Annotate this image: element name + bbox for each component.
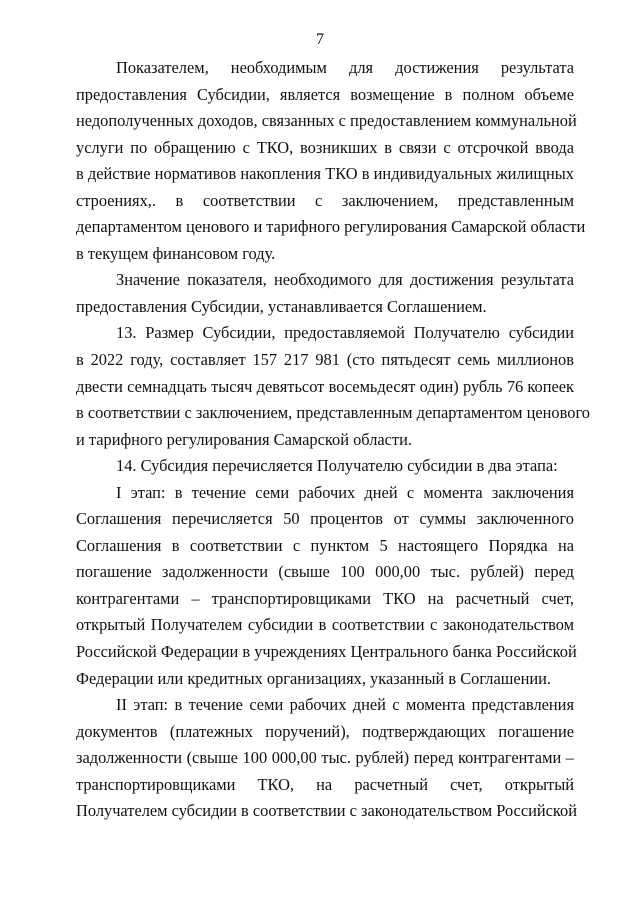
- text-line: услуги по обращению с ТКО, возникших в связи с отсрочкой ввода: [76, 137, 574, 157]
- paragraph-subsidy-stages: [76, 453, 574, 480]
- text-line: Соглашения в соответствии с пунктом 5 настоящего Порядка на: [76, 535, 574, 555]
- text-line: предоставления Субсидии, является возмещение в полном объеме: [76, 84, 574, 104]
- text-line: Значение показателя, необходимого для достижения результата: [116, 270, 574, 290]
- text-line: контрагентами – транспортировщиками ТКО на расчетный счет,: [76, 588, 574, 608]
- text-line: и тарифного регулирования Самарской области.: [76, 429, 412, 449]
- text-line: двести семнадцать тысяч девятьсот восемьдесят один) рубль 76 копеек: [76, 376, 574, 396]
- paragraph-stage-one: [76, 480, 577, 692]
- text-line: строениях,. в соответствии с заключением, представленным: [76, 190, 574, 210]
- text-line: недополученных доходов, связанных с предоставлением коммунальной: [76, 111, 577, 131]
- document-body: [76, 55, 590, 825]
- text-line: документов (платежных поручений), подтверждающих погашение: [76, 721, 574, 741]
- text-line: транспортировщиками ТКО, на расчетный счет, открытый: [76, 774, 574, 794]
- text-line: Российской Федерации в учреждениях Центрального банка Российской: [76, 642, 577, 662]
- text-line: в действие нормативов накопления ТКО в индивидуальных жилищных: [76, 164, 574, 184]
- text-line: Соглашения перечисляется 50 процентов от суммы заключенного: [76, 509, 574, 529]
- paragraph-subsidy-amount: [76, 320, 590, 453]
- text-line: Показателем, необходимым для достижения результата: [116, 58, 574, 77]
- text-line: Федерации или кредитных организациях, указанный в Соглашении.: [76, 668, 552, 688]
- text-line: в текущем финансовом году.: [76, 243, 276, 263]
- text-line: предоставления Субсидии, устанавливается Соглашением.: [76, 296, 487, 316]
- paragraph-indicator-value: [76, 267, 574, 320]
- text-line: открытый Получателем субсидии в соответствии с законодательством: [76, 615, 574, 635]
- text-line: в 2022 году, составляет 157 217 981 (сто пятьдесят семь миллионов: [76, 350, 574, 370]
- text-line: 13. Размер Субсидии, предоставляемой Получателю субсидии: [116, 323, 574, 343]
- page-number: 7: [316, 31, 324, 48]
- paragraph-indicator: [76, 55, 586, 267]
- text-line: в соответствии с заключением, представленным департаментом ценового: [76, 403, 590, 423]
- text-line: I этап: в течение семи рабочих дней с момента заключения: [116, 482, 574, 502]
- text-line: департаментом ценового и тарифного регулирования Самарской области: [76, 217, 586, 237]
- text-line: задолженности (свыше 100 000,00 тыс. рублей) перед контрагентами –: [76, 748, 574, 768]
- paragraph-stage-two: [76, 692, 578, 825]
- text-line: погашение задолженности (свыше 100 000,00 тыс. рублей) перед: [76, 562, 574, 582]
- text-line: 14. Субсидия перечисляется Получателю субсидии в два этапа:: [116, 456, 558, 476]
- text-line: II этап: в течение семи рабочих дней с момента представления: [116, 695, 574, 715]
- text-line: Получателем субсидии в соответствии с законодательством Российской: [76, 801, 578, 821]
